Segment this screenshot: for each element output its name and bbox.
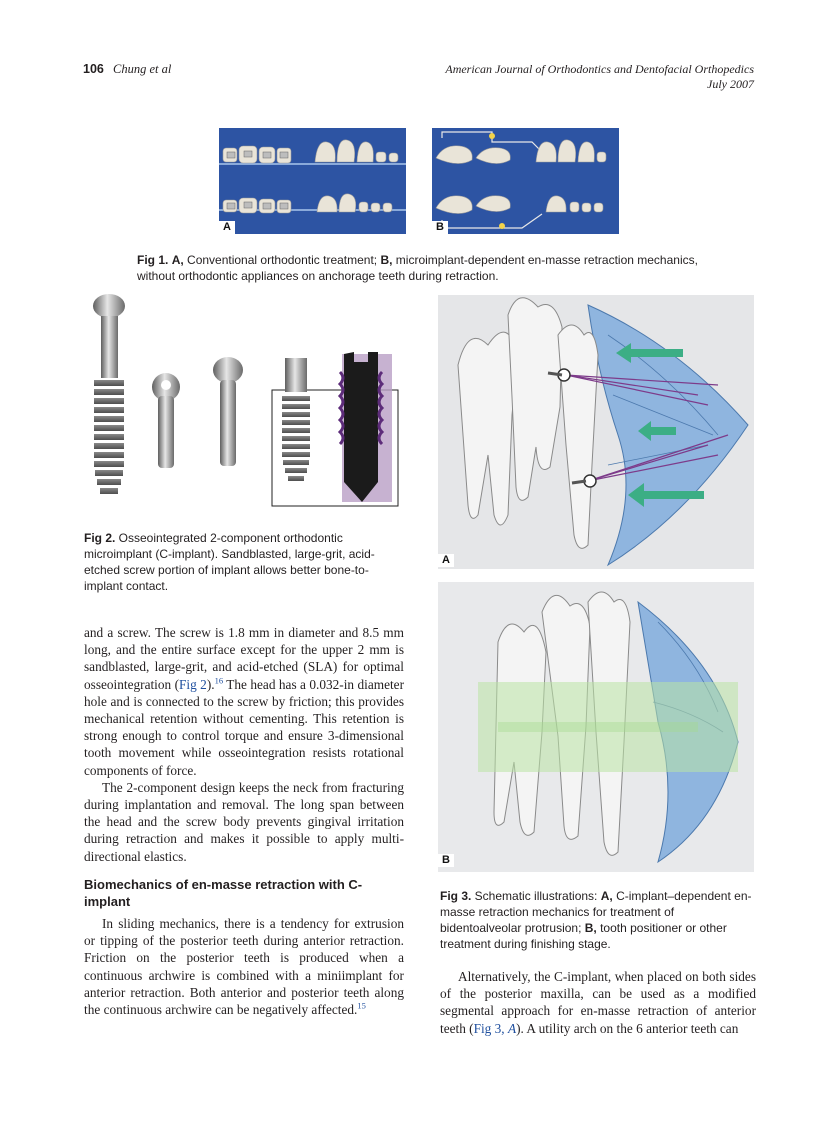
fig1-a-illustration (219, 128, 406, 234)
fig3-caption-text-3: tooth positioner or other treatment during finishing stage. (440, 921, 727, 951)
running-header-right (445, 62, 754, 92)
page-number: 106 (83, 62, 104, 76)
fig3-caption-text-2: C-implant–dependent en-masse retraction mechanics for treatment of bidentoalveolar protrusion; (440, 889, 752, 935)
fig3-caption (440, 888, 756, 952)
body-left-column-bottom (84, 915, 404, 1018)
fig3a-reference-link[interactable] (474, 1021, 516, 1036)
paragraph (84, 624, 404, 779)
ref-text-italic: A (507, 1020, 517, 1036)
fig3-a-illustration (438, 295, 754, 569)
ref-text: Fig 3, (473, 1020, 508, 1036)
paragraph-text: ). (206, 676, 215, 692)
fig3-caption-text-1: Schematic illustrations: (471, 889, 601, 903)
fig2-implant-photo (82, 292, 402, 509)
fig1-caption-b-label: B, (380, 253, 393, 267)
fig3-panel-b-label: B (438, 854, 454, 867)
fig3-caption-a-label: A, (600, 889, 613, 903)
running-header-left (83, 62, 171, 77)
fig3-caption-b-label: B, (584, 921, 597, 935)
fig1-panel-a-label: A (219, 221, 235, 234)
paragraph-text: and a screw. The screw is 1.8 mm in diameter and 8.5 mm long, and the entire surface except for the upper 2 mm is sandblasted, large-grit, and acid-etched (SLA) for optimal osseointegration ( (84, 625, 404, 692)
body-right-column (440, 968, 756, 1037)
fig2-caption-text: Osseointegrated 2-component orthodontic microimplant (C-implant). Sandblasted, large-grit, acid-etched screw portion of implant allows better bone-to-implant contact. (84, 531, 375, 593)
fig1-panel-b-label: B (432, 221, 448, 234)
fig1-caption (137, 252, 707, 284)
issue-date: July 2007 (707, 77, 754, 91)
fig1-panel-b-image (432, 128, 619, 234)
fig1-caption-label: Fig 1. (137, 253, 169, 267)
paragraph-text: ). A utility arch on the 6 anterior teeth can (516, 1020, 739, 1036)
paragraph (440, 968, 756, 1037)
citation-15-link[interactable]: 15 (357, 1000, 366, 1011)
fig1-b-illustration (432, 128, 619, 234)
fig3-caption-label: Fig 3. (440, 889, 472, 903)
citation-16-link[interactable]: 16 (214, 675, 224, 686)
journal-name: American Journal of Orthodontics and Dentofacial Orthopedics (445, 62, 754, 76)
paragraph-text: Alternatively, the C-implant, when placed on both sides of the posterior maxilla, can be used as a modified segmental approach for en-masse retraction of anterior teeth ( (440, 969, 756, 1036)
paragraph-text: In sliding mechanics, there is a tendency for extrusion or tipping of the posterior teeth during anterior retraction. Friction on the posterior teeth is produced when a continuous archwire is combined with a miniimplant for anterior retraction. Both anterior and posterior teeth along the continuous archwire can be negatively affected. (84, 916, 404, 1018)
fig1-caption-b-text: microimplant-dependent en-masse retraction mechanics, without orthodontic appliances on anchorage teeth during retraction. (137, 253, 698, 283)
body-left-column-top (84, 624, 404, 865)
fig3-panel-a-image (438, 295, 754, 569)
fig3-b-illustration (438, 582, 754, 872)
fig3-panel-a-label: A (438, 554, 454, 567)
fig1-caption-a-text: Conventional orthodontic treatment; (183, 253, 381, 267)
section-heading: Biomechanics of en-masse retraction with C-implant (84, 877, 363, 909)
paragraph (84, 915, 404, 1018)
fig1-panel-a-image (219, 128, 406, 234)
fig2-caption-label: Fig 2. (84, 531, 116, 545)
fig2-reference-link[interactable]: Fig 2 (179, 676, 207, 692)
fig3-panel-b-image (438, 582, 754, 872)
fig2-caption (84, 530, 404, 594)
author-line: Chung et al (112, 62, 172, 76)
fig2-implant-illustration (82, 292, 402, 509)
paragraph-text: The head has a 0.032-in diameter hole and is connected to the screw by friction; this provides mechanical retention without cementing. This retention is strong enough to control torque and ensure 3-dimensional tooth movement while osseointegration resists rotational components of force. (84, 676, 404, 778)
paragraph: The 2-component design keeps the neck from fracturing during implantation and removal. The long span between the head and the screw body prevents gingival irritation during retraction and makes it possible to apply multi-directional elastics. (84, 779, 404, 864)
fig1-caption-a-label: A, (171, 253, 184, 267)
